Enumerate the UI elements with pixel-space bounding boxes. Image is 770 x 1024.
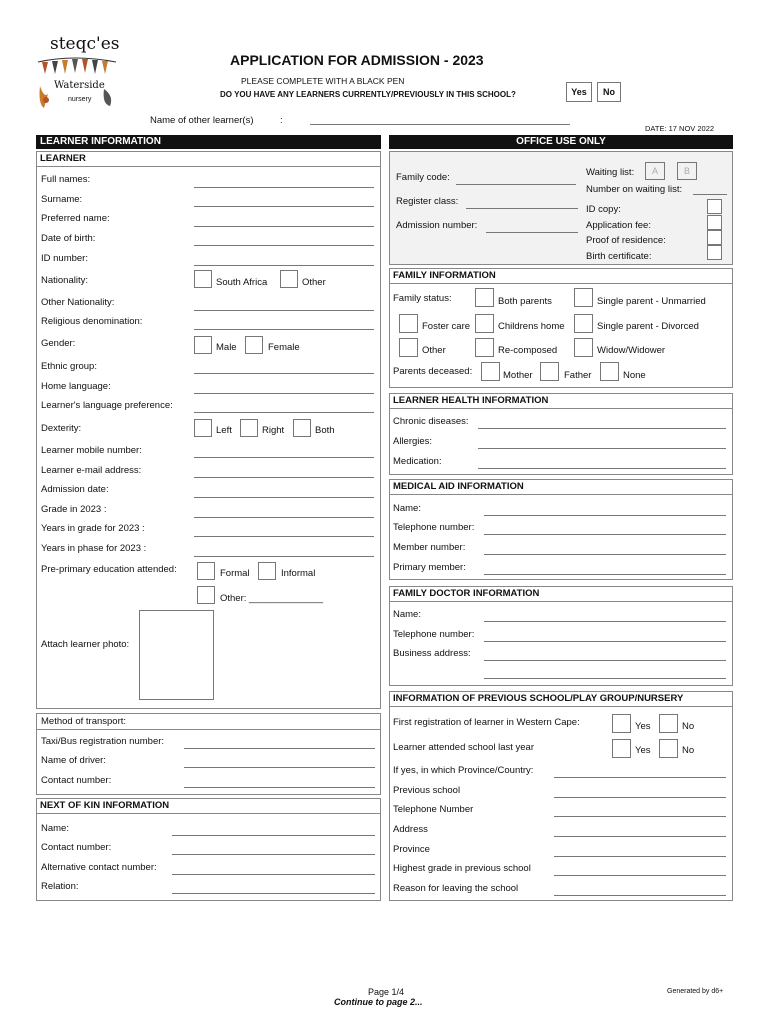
doctor-address-field[interactable]: [484, 660, 726, 661]
single-unmarried-label: Single parent - Unmarried: [597, 296, 706, 307]
nationality-label: Nationality:: [41, 275, 88, 286]
admission-number-field[interactable]: [486, 232, 578, 233]
kin-name-label: Name:: [41, 823, 69, 834]
waiting-list-label: Waiting list:: [586, 167, 635, 178]
language-preference-label: Learner's language preference:: [41, 400, 173, 411]
health-header: LEARNER HEALTH INFORMATION: [390, 394, 732, 409]
religion-label: Religious denomination:: [41, 316, 143, 327]
gender-female-checkbox[interactable]: [245, 336, 263, 354]
chronic-diseases-label: Chronic diseases:: [393, 416, 469, 427]
doctor-address-label: Business address:: [393, 648, 471, 659]
deceased-mother-checkbox[interactable]: [481, 362, 500, 381]
learner-email-label: Learner e-mail address:: [41, 465, 142, 476]
admission-date-field[interactable]: [194, 497, 374, 498]
admission-date-label: Admission date:: [41, 484, 109, 495]
family-header: FAMILY INFORMATION: [390, 269, 732, 284]
other-learner-label: Name of other learner(s): [150, 115, 254, 126]
dexterity-left-label: Left: [216, 425, 232, 436]
medical-aid-name-field[interactable]: [484, 515, 726, 516]
other-learner-question: DO YOU HAVE ANY LEARNERS CURRENTLY/PREVIOUSLY IN THIS SCHOOL?: [220, 90, 516, 99]
doctor-address-field-2[interactable]: [484, 678, 726, 679]
province-country-field[interactable]: [554, 777, 726, 778]
deceased-father-checkbox[interactable]: [540, 362, 559, 381]
reason-leaving-label: Reason for leaving the school: [393, 883, 519, 894]
family-code-label: Family code:: [396, 172, 450, 183]
id-copy-checkbox[interactable]: [707, 199, 722, 214]
gender-male-checkbox[interactable]: [194, 336, 212, 354]
generated-by: Generated by d6+: [667, 988, 724, 995]
grade-field[interactable]: [194, 517, 374, 518]
previous-province-field[interactable]: [554, 856, 726, 857]
learner-mobile-label: Learner mobile number:: [41, 445, 142, 456]
years-in-phase-field[interactable]: [194, 556, 374, 557]
transport-method-label: Method of transport:: [41, 716, 127, 727]
previous-school-header: INFORMATION OF PREVIOUS SCHOOL/PLAY GROUP/NURSERY: [390, 692, 732, 707]
nationality-other-label: Other: [302, 277, 326, 288]
full-names-field[interactable]: [194, 187, 374, 188]
kin-contact-label: Contact number:: [41, 842, 112, 853]
proof-of-residence-label: Proof of residence:: [586, 235, 666, 246]
office-use-bar: OFFICE USE ONLY: [389, 135, 733, 149]
kin-alt-contact-field[interactable]: [172, 874, 375, 875]
family-other-label: Other: [422, 345, 446, 356]
deceased-father-label: Father: [564, 370, 592, 381]
admission-number-label: Admission number:: [396, 220, 478, 231]
number-on-waiting-list-field[interactable]: [693, 194, 727, 195]
other-nationality-label: Other Nationality:: [41, 297, 115, 308]
nationality-sa-checkbox[interactable]: [194, 270, 212, 288]
years-in-phase-label: Years in phase for 2023 :: [41, 543, 147, 554]
page-subtitle: PLEASE COMPLETE WITH A BLACK PEN: [241, 76, 405, 86]
kin-header: NEXT OF KIN INFORMATION: [37, 799, 380, 814]
reason-leaving-field[interactable]: [554, 895, 726, 896]
attended-no-checkbox[interactable]: [659, 739, 678, 758]
first-registration-yes-checkbox[interactable]: [612, 714, 631, 733]
application-fee-checkbox[interactable]: [707, 215, 722, 230]
application-fee-label: Application fee:: [586, 220, 651, 231]
dexterity-both-label: Both: [315, 425, 335, 436]
kin-name-field[interactable]: [172, 835, 375, 836]
preferred-name-label: Preferred name:: [41, 213, 110, 224]
no-button[interactable]: No: [597, 82, 621, 102]
date-of-birth-field[interactable]: [194, 245, 374, 246]
ethnic-group-field[interactable]: [194, 373, 374, 374]
both-parents-label: Both parents: [498, 296, 552, 307]
nationality-sa-label: South Africa: [216, 277, 268, 288]
dexterity-label: Dexterity:: [41, 423, 82, 434]
religion-field[interactable]: [194, 329, 374, 330]
id-number-field[interactable]: [194, 265, 374, 266]
primary-member-field[interactable]: [484, 574, 726, 575]
taxi-registration-label: Taxi/Bus registration number:: [41, 736, 165, 747]
recomposed-checkbox[interactable]: [475, 338, 494, 357]
previous-telephone-label: Telephone Number: [393, 804, 474, 815]
medication-label: Medication:: [393, 456, 442, 467]
previous-school-field[interactable]: [554, 797, 726, 798]
yes-button[interactable]: Yes: [566, 82, 592, 102]
driver-contact-field[interactable]: [184, 787, 375, 788]
page-title: APPLICATION FOR ADMISSION - 2023: [230, 52, 484, 68]
taxi-registration-field[interactable]: [184, 748, 375, 749]
foster-care-label: Foster care: [422, 321, 471, 332]
driver-name-field[interactable]: [184, 767, 375, 768]
attended-yes-label: Yes: [635, 745, 651, 756]
medication-field[interactable]: [478, 468, 726, 469]
highest-grade-label: Highest grade in previous school: [393, 863, 531, 874]
family-status-label: Family status:: [393, 293, 452, 304]
preprimary-informal-checkbox[interactable]: [258, 562, 276, 580]
preprimary-label: Pre-primary education attended:: [41, 564, 177, 575]
single-divorced-checkbox[interactable]: [574, 314, 593, 333]
preprimary-formal-label: Formal: [220, 568, 250, 579]
first-registration-no-checkbox[interactable]: [659, 714, 678, 733]
medical-aid-telephone-field[interactable]: [484, 534, 726, 535]
grade-label: Grade in 2023 :: [41, 504, 107, 515]
doctor-name-label: Name:: [393, 609, 421, 620]
attended-no-label: No: [682, 745, 695, 756]
allergies-label: Allergies:: [393, 436, 433, 447]
attended-last-year-label: Learner attended school last year: [393, 742, 535, 753]
medical-aid-telephone-label: Telephone number:: [393, 522, 475, 533]
kin-relation-label: Relation:: [41, 881, 79, 892]
home-language-label: Home language:: [41, 381, 111, 392]
proof-of-residence-checkbox[interactable]: [707, 230, 722, 245]
first-registration-no-label: No: [682, 721, 695, 732]
deceased-none-checkbox[interactable]: [600, 362, 619, 381]
first-registration-label: First registration of learner in Western Cape:: [393, 717, 580, 728]
gender-female-label: Female: [268, 342, 300, 353]
nationality-other-checkbox[interactable]: [280, 270, 298, 288]
widow-label: Widow/Widower: [597, 345, 666, 356]
preferred-name-field[interactable]: [194, 226, 374, 227]
other-learner-colon: :: [280, 115, 283, 126]
medical-aid-header: MEDICAL AID INFORMATION: [390, 480, 732, 495]
dexterity-right-checkbox[interactable]: [240, 419, 258, 437]
preprimary-informal-label: Informal: [281, 568, 316, 579]
medical-aid-name-label: Name:: [393, 503, 421, 514]
language-preference-field[interactable]: [194, 412, 374, 413]
both-parents-checkbox[interactable]: [475, 288, 494, 307]
foster-care-checkbox[interactable]: [399, 314, 418, 333]
chronic-diseases-field[interactable]: [478, 428, 726, 429]
allergies-field[interactable]: [478, 448, 726, 449]
childrens-home-label: Childrens home: [498, 321, 565, 332]
family-other-checkbox[interactable]: [399, 338, 418, 357]
learner-mobile-field[interactable]: [194, 457, 374, 458]
learner-email-field[interactable]: [194, 477, 374, 478]
previous-school-label: Previous school: [393, 785, 461, 796]
ethnic-group-label: Ethnic group:: [41, 361, 97, 372]
doctor-telephone-field[interactable]: [484, 641, 726, 642]
birth-certificate-checkbox[interactable]: [707, 245, 722, 260]
learner-information-bar: LEARNER INFORMATION: [36, 135, 381, 149]
continue-note: Continue to page 2...: [334, 997, 423, 1007]
home-language-field[interactable]: [194, 393, 374, 394]
single-unmarried-checkbox[interactable]: [574, 288, 593, 307]
primary-member-label: Primary member:: [393, 562, 466, 573]
deceased-none-label: None: [623, 370, 646, 381]
attended-yes-checkbox[interactable]: [612, 739, 631, 758]
register-class-field[interactable]: [466, 208, 578, 209]
doctor-telephone-label: Telephone number:: [393, 629, 475, 640]
highest-grade-field[interactable]: [554, 875, 726, 876]
form-date: DATE: 17 NOV 2022: [645, 124, 715, 133]
id-number-label: ID number:: [41, 253, 88, 264]
logo-text: steqc'es: [50, 34, 120, 54]
transport-method-divider: [37, 729, 380, 730]
family-code-field[interactable]: [456, 184, 576, 185]
dexterity-both-checkbox[interactable]: [293, 419, 311, 437]
logo-subtext-2: nursery: [68, 96, 92, 103]
kin-contact-field[interactable]: [172, 854, 375, 855]
doctor-name-field[interactable]: [484, 621, 726, 622]
gender-label: Gender:: [41, 338, 76, 349]
previous-address-label: Address: [393, 824, 428, 835]
logo-subtext: Waterside: [54, 80, 105, 91]
gender-male-label: Male: [216, 342, 237, 353]
preprimary-other-checkbox[interactable]: [197, 586, 215, 604]
id-copy-label: ID copy:: [586, 204, 621, 215]
years-in-grade-field[interactable]: [194, 536, 374, 537]
surname-field[interactable]: [194, 206, 374, 207]
province-country-label: If yes, in which Province/Country:: [393, 765, 534, 776]
driver-name-label: Name of driver:: [41, 755, 106, 766]
school-logo: [34, 34, 118, 116]
deceased-mother-label: Mother: [503, 370, 533, 381]
previous-address-field[interactable]: [554, 836, 726, 837]
learner-photo-box[interactable]: [139, 610, 214, 700]
kin-alt-contact-label: Alternative contact number:: [41, 862, 157, 873]
learner-subheader: LEARNER: [37, 152, 380, 167]
single-divorced-label: Single parent - Divorced: [597, 321, 699, 332]
member-number-field[interactable]: [484, 554, 726, 555]
preprimary-formal-checkbox[interactable]: [197, 562, 215, 580]
preprimary-other-label: Other: ______________: [220, 593, 324, 604]
first-registration-yes-label: Yes: [635, 721, 651, 732]
widow-checkbox[interactable]: [574, 338, 593, 357]
other-learner-field[interactable]: [310, 124, 570, 125]
childrens-home-checkbox[interactable]: [475, 314, 494, 333]
full-names-label: Full names:: [41, 174, 91, 185]
kin-relation-field[interactable]: [172, 893, 375, 894]
previous-province-label: Province: [393, 844, 430, 855]
number-on-waiting-list-label: Number on waiting list:: [586, 184, 683, 195]
birth-certificate-label: Birth certificate:: [586, 251, 652, 262]
driver-contact-label: Contact number:: [41, 775, 112, 786]
doctor-header: FAMILY DOCTOR INFORMATION: [390, 587, 732, 602]
other-nationality-field[interactable]: [194, 310, 374, 311]
register-class-label: Register class:: [396, 196, 459, 207]
recomposed-label: Re-composed: [498, 345, 558, 356]
member-number-label: Member number:: [393, 542, 466, 553]
years-in-grade-label: Years in grade for 2023 :: [41, 523, 145, 534]
waiting-list-b-button[interactable]: B: [677, 162, 697, 180]
date-of-birth-label: Date of birth:: [41, 233, 96, 244]
dexterity-left-checkbox[interactable]: [194, 419, 212, 437]
surname-label: Surname:: [41, 194, 83, 205]
dexterity-right-label: Right: [262, 425, 285, 436]
learner-photo-label: Attach learner photo:: [41, 639, 130, 650]
page-number: Page 1/4: [368, 987, 405, 997]
waiting-list-a-button[interactable]: A: [645, 162, 665, 180]
previous-telephone-field[interactable]: [554, 816, 726, 817]
parents-deceased-label: Parents deceased:: [393, 366, 473, 377]
